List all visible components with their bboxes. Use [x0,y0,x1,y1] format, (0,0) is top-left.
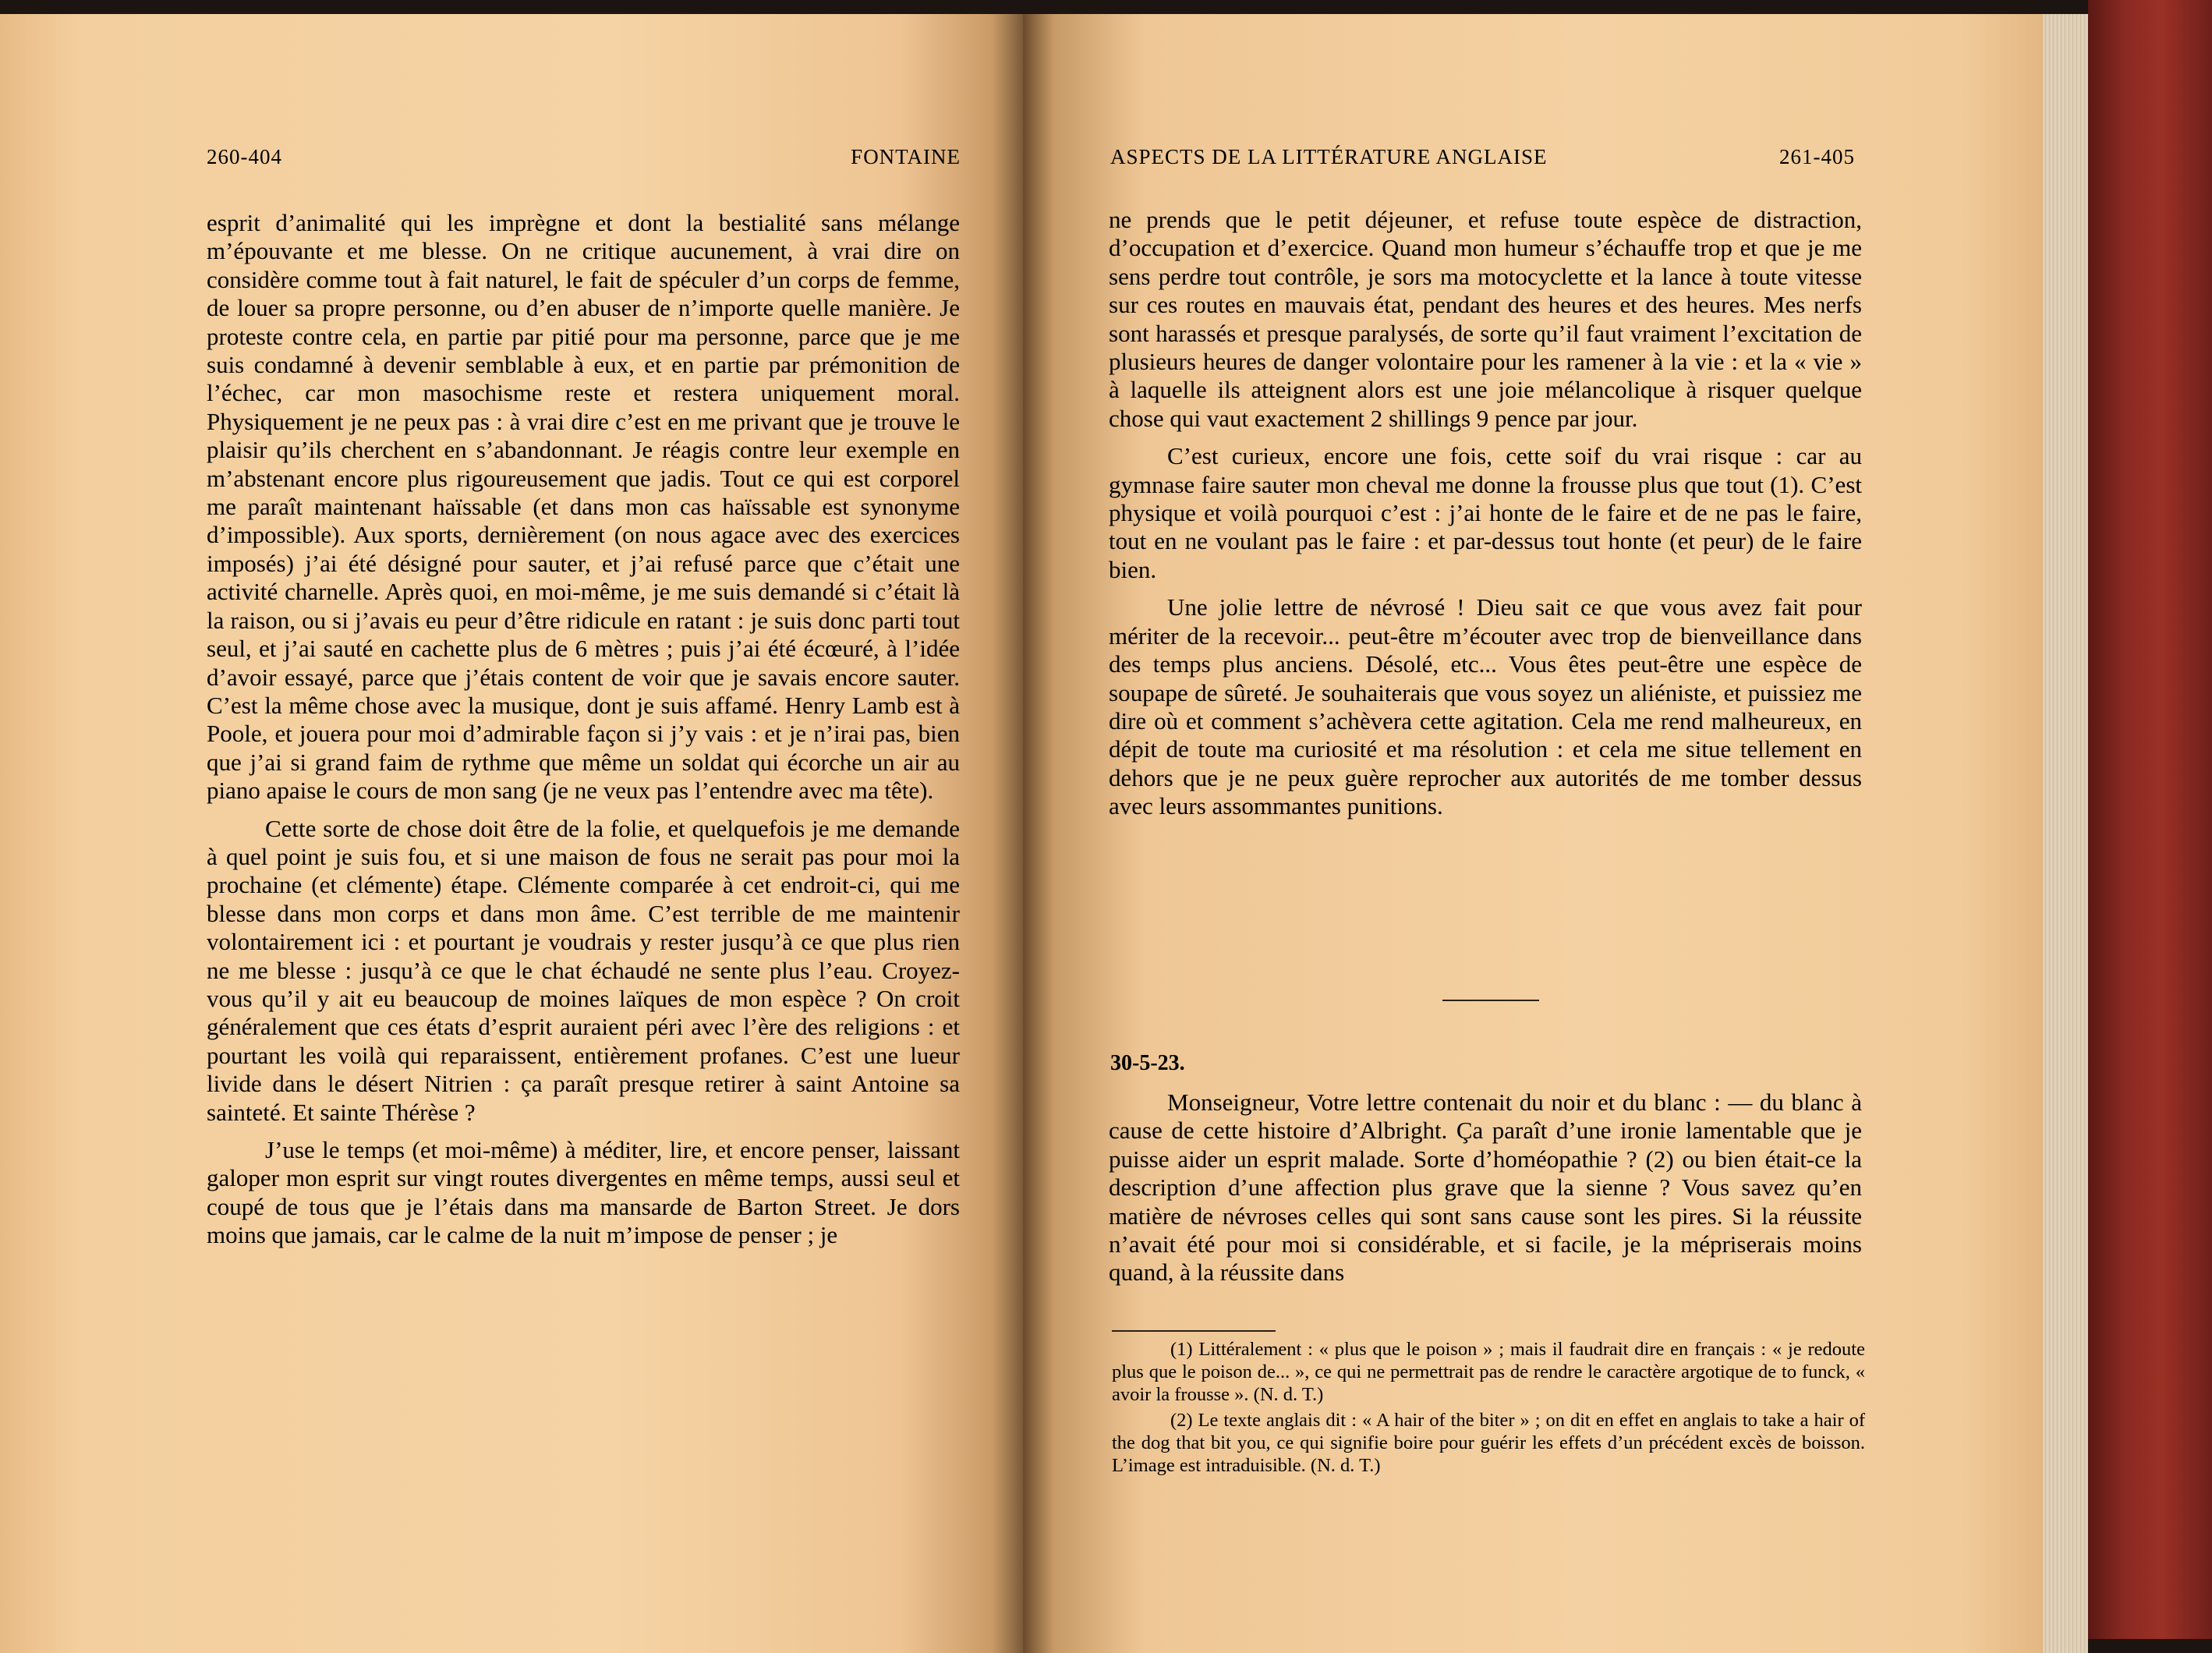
footnote-rule [1112,1330,1276,1332]
paragraph: ne prends que le petit déjeuner, et refuse toute espèce de distraction, d’occupation et d’exercice. Quand mon humeur s’échauffe trop et que je me sens perdre tout contrôle, je sors ma motocyclette et la lance à toute vitesse sur ces routes en mauvais état, pendant des heures et des heures. Mes nerfs sont harassés et presque paralysés, de sorte qu’il faut vraiment l’excitation de plusieurs heures de danger volontaire pour les ramener à la vie : et la « vie » à laquelle ils atteignent alors est une joie mélancolique à risquer quelque chose qui vaut exactement 2 shillings 9 pence par jour. [1109,206,1862,432]
letter-date: 30-5-23. [1110,1051,1185,1075]
footnote-1: (1) Littéralement : « plus que le poison » ; mais il faudrait dire en français : « je redoute plus que le poison de... », ce qui ne permettrait pas de rendre le caractère argotique de to funck, « avoir la frousse ». (N. d. T.) [1112,1339,1865,1405]
paragraph: J’use le temps (et moi-même) à méditer, lire, et encore penser, laissant galoper mon esprit sur vingt routes divergentes en même temps, aussi seul et coupé de tous que je l’étais dans ma mansarde de Barton Street. Je dors moins que jamais, car le calme de la nuit m’impose de penser ; je [207,1136,960,1249]
paragraph: Cette sorte de chose doit être de la folie, et quelquefois je me demande à quel point je suis fou, et si une maison de fous ne serait pas pour moi la prochaine (et clémente) étape. Clémente comparée à cet endroit-ci, qui me blesse dans mon corps et dans mon âme. C’est terrible de me maintenir volontairement ici : et pourtant je voudrais y rester jusqu’à ce que plus rien ne me blesse : jusqu’à ce que le chat échaudé ne sente plus l’eau. Croyez-vous qu’il y ait eu beaucoup de moines laïques de mon espèce ? On croit généralement que ces états d’esprit auraient péri avec l’ère des religions : et pourtant les voilà qui reparaissent, entièrement profanes. C’est une lueur livide dans le désert Nitrien : ça paraît presque retirer à saint Antoine sa sainteté. Et sainte Thérèse ? [207,814,960,1126]
page-edges [2043,14,2088,1653]
right-page-number: 261-405 [1779,145,1855,168]
book-spread [0,14,2212,1653]
section-separator [1442,1000,1539,1001]
paragraph: Une jolie lettre de névrosé ! Dieu sait ce que vous avez fait pour mériter de la recevoir... peut-être m’écouter avec trop de bienveillance dans des temps plus anciens. Désolé, etc... Vous êtes peut-être une espèce de soupape de sûreté. Je souhaiterais que vous soyez un aliéniste, et puissiez me dire où et comment s’achèvera cette agitation. Cela me rend malheureux, en dépit de toute ma curiosité et ma résolution : et cela me situe tellement en dehors que je ne peux guère reprocher aux autorités de me tomber dessus avec leurs assommantes punitions. [1109,593,1862,820]
left-page-number: 260-404 [207,145,282,168]
paragraph: C’est curieux, encore une fois, cette soif du vrai risque : car au gymnase faire sauter mon cheval me donne la frousse plus que tout (1). C’est physique et voilà pourquoi c’est : j’ai honte de le faire et de ne pas le faire, tout en ne voulant pas le faire : et par-dessus tout honte (et peur) de le faire bien. [1109,442,1862,583]
paragraph: Monseigneur, Votre lettre contenait du noir et du blanc : — du blanc à cause de cette histoire d’Albright. Ça paraît d’une ironie lamentable que je puisse aider un esprit malade. Sorte d’homéopathie ? (2) ou bien était-ce la description d’une affection plus grave que la sienne ? Vous savez qu’en matière de névroses celles qui sont sans cause sont les pires. Si la réussite n’avait été pour moi si considérable, et si facile, je la mépriserais moins quand, à la réussite dans [1109,1088,1862,1287]
book-cover [2088,0,2212,1639]
left-running-head: FONTAINE [851,145,961,168]
paragraph: esprit d’animalité qui les imprègne et dont la bestialité sans mélange m’épouvante et me blesse. On ne critique aucunement, à vrai dire on considère comme tout à fait naturel, le fait de spéculer d’un corps de femme, de louer sa propre personne, ou d’en abuser de n’importe quelle manière. Je proteste contre cela, en partie par pitié pour ma personne, parce que je me suis condamné à devenir semblable à eux, et en partie par prémonition de l’échec, car mon masochisme reste et restera uniquement moral. Physiquement je ne peux pas : à vrai dire c’est en me privant que je trouve le plaisir qu’ils cherchent en s’abandonnant. Je réagis contre leur exemple en m’abstenant encore plus rigoureusement que jadis. Tout ce qui est corporel me paraît maintenant haïssable (et dans mon cas haïssable est synonyme d’impossible). Aux sports, dernièrement (on nous agace avec des exercices imposés) j’ai été désigné pour sauter, et j’ai refusé parce que c’était une activité charnelle. Après quoi, en moi-même, je me suis demandé si c’était là la raison, ou si j’avais eu peur d’être ridicule en ratant : je suis donc parti tout seul, et j’ai sauté en cachette plus de 6 mètres ; puis j’ai été écœuré, à l’idée d’avoir essayé, parce que j’étais content de voir que je savais encore sauter. C’est la même chose avec la musique, dont je suis affamé. Henry Lamb est à Poole, et jouera pour moi d’admirable façon si j’y vais : et je n’irai pas, bien que j’ai si grand faim de rythme que même un soldat qui écorche un air au piano apaise le cours de mon sang (je ne veux pas l’entendre avec ma tête). [207,209,960,805]
right-running-head: ASPECTS DE LA LITTÉRATURE ANGLAISE [1110,145,1548,168]
left-page-text [207,209,960,1250]
footnote-2: (2) Le texte anglais dit : « A hair of the biter » ; on dit en effet en anglais to take a hair of the dog that bit you, ce qui signifie boire pour guérir les effets d’un précédent excès de boisson. L’image est intraduisible. (N. d. T.) [1112,1410,1865,1476]
footnotes [1112,1338,1865,1480]
right-page-text [1109,206,1862,821]
letter-text [1109,1088,1862,1287]
